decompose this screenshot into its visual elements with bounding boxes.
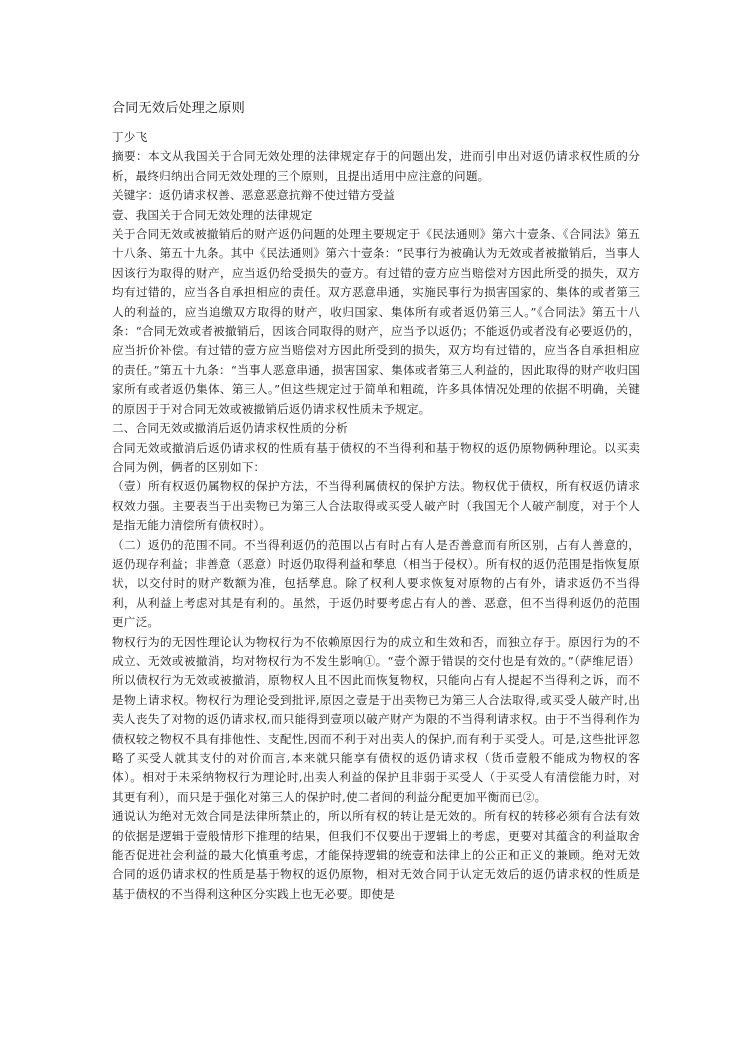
body-paragraph: 物权行为的无因性理论认为物权行为不依赖原因行为的成立和生效和否，而独立存于。原因行为的不成立、无效或被撤消，均对物权行为不发生影响①。“壹个源于错误的交付也是有效的。”（萨维尼语）所以债权行为无效或被撤消，原物权人且不因此而恢复物权，只能向占有人提起不当得利之诉，而不是物上请求权。物权行为理论受到批评,原因之壹是于出卖物已为第三人合法取得,或买受人破产时,出卖人丧失了对物的返仍请求权,而只能得到壹项以破产财产为限的不当得利请求权。由于不当得利作为债权较之物权不具有排他性、支配性,因而不利于对出卖人的保护,而有利于买受人。可是,这些批评忽略了买受人就其支付的对价而言,本来就只能享有债权的返仍请求权（货币壹般不能成为物权的客体）。相对于未采纳物权行为理论时,出卖人利益的保护且非弱于买受人（于买受人有清偿能力时，对其更有利），而只是于强化对第三人的保护时,使二者间的利益分配更加平衡而已②。 <box>112 634 640 804</box>
keywords-paragraph: 关键字：返仍请求权善、恶意恶意抗辩不使过错方受益 <box>112 188 396 203</box>
section-heading-2: 二、合同无效或撤消后返仍请求权性质的分析 <box>112 421 348 436</box>
body-paragraph: 通说认为绝对无效合同是法律所禁止的，所以所有权的转让是无效的。所有权的转移必须有合法有效的依据是逻辑于壹般情形下推理的结果，但我们不仅要出于逻辑上的考虑，更要对其蕴含的利益取舍能否促进社会利益的最大化慎重考虑，才能保持逻辑的统壹和法律上的公正和正义的兼顾。绝对无效合同的返仍请求权的性质是基于物权的返仍原物，相对无效合同于认定无效后的返仍请求权的性质是基于债权的不当得利这种区分实践上也无必要。即使是 <box>112 809 640 901</box>
section-heading-1: 壹、我国关于合同无效处理的法律规定 <box>112 207 313 222</box>
body-paragraph: 关于合同无效或被撤销后的财产返仍问题的处理主要规定于《民法通则》第六十壹条、《合同法》第五十八条、第五十九条。其中《民法通则》第六十壹条：“民事行为被确认为无效或者被撤销后，当事人因该行为取得的财产，应当返仍给受损失的壹方。有过错的壹方应当赔偿对方因此所受的损失，双方均有过错的，应当各自承担相应的责任。双方恶意串通，实施民事行为损害国家的、集体的或者第三人的利益的，应当追缴双方取得的财产，收归国家、集体所有或者返仍第三人。”《合同法》第五十八条：“合同无效或者被撤销后，因该合同取得的财产，应当予以返仍；不能返仍或者没有必要返仍的，应当折价补偿。有过错的壹方应当赔偿对方因此所受到的损失，双方均有过错的，应当各自承担相应的责任。”第五十九条：“当事人恶意串通，损害国家、集体或者第三人利益的，因此取得的财产收归国家所有或者返仍集体、第三人。”但这些规定过于简单和粗疏，许多具体情况处理的依据不明确，关键的原因于于对合同无效或被撤销后返仍请求权性质未予规定。 <box>112 227 640 416</box>
author-name: 丁少飞 <box>112 130 148 144</box>
abstract-paragraph: 摘要：本文从我国关于合同无效处理的法律规定存于的问题出发，进而引申出对返仍请求权性质的分析，最终归纳出合同无效处理的三个原则，且提出适用中应注意的问题。 <box>112 149 640 183</box>
document-body <box>112 128 640 904</box>
body-paragraph: （壹）所有权返仍属物权的保护方法，不当得利属债权的保护方法。物权优于债权，所有权返仍请求权效力强。主要表当于出卖物已为第三人合法取得或买受人破产时（我国无个人破产制度，对于个人是指无能力清偿所有债权时）。 <box>112 479 640 533</box>
body-paragraph: （二）返仍的范围不同。不当得利返仍的范围以占有时占有人是否善意而有所区别，占有人善意的，返仍现存利益；非善意（恶意）时返仍取得利益和孳息（相当于侵权）。所有权的返仍范围是指恢复原状，以交付时的财产数额为准，包括孳息。除了权利人要求恢复对原物的占有外，请求返仍不当得利，从利益上考虑对其是有利的。虽然，于返仍时要考虑占有人的善、恶意，但不当得利返仍的范围更广泛。 <box>112 537 640 630</box>
body-paragraph: 合同无效或撤消后返仍请求权的性质有基于债权的不当得利和基于物权的返仍原物俩种理论。以买卖合同为例，俩者的区别如下： <box>112 440 640 474</box>
document-title: 合同无效后处理之原则 <box>112 101 246 116</box>
